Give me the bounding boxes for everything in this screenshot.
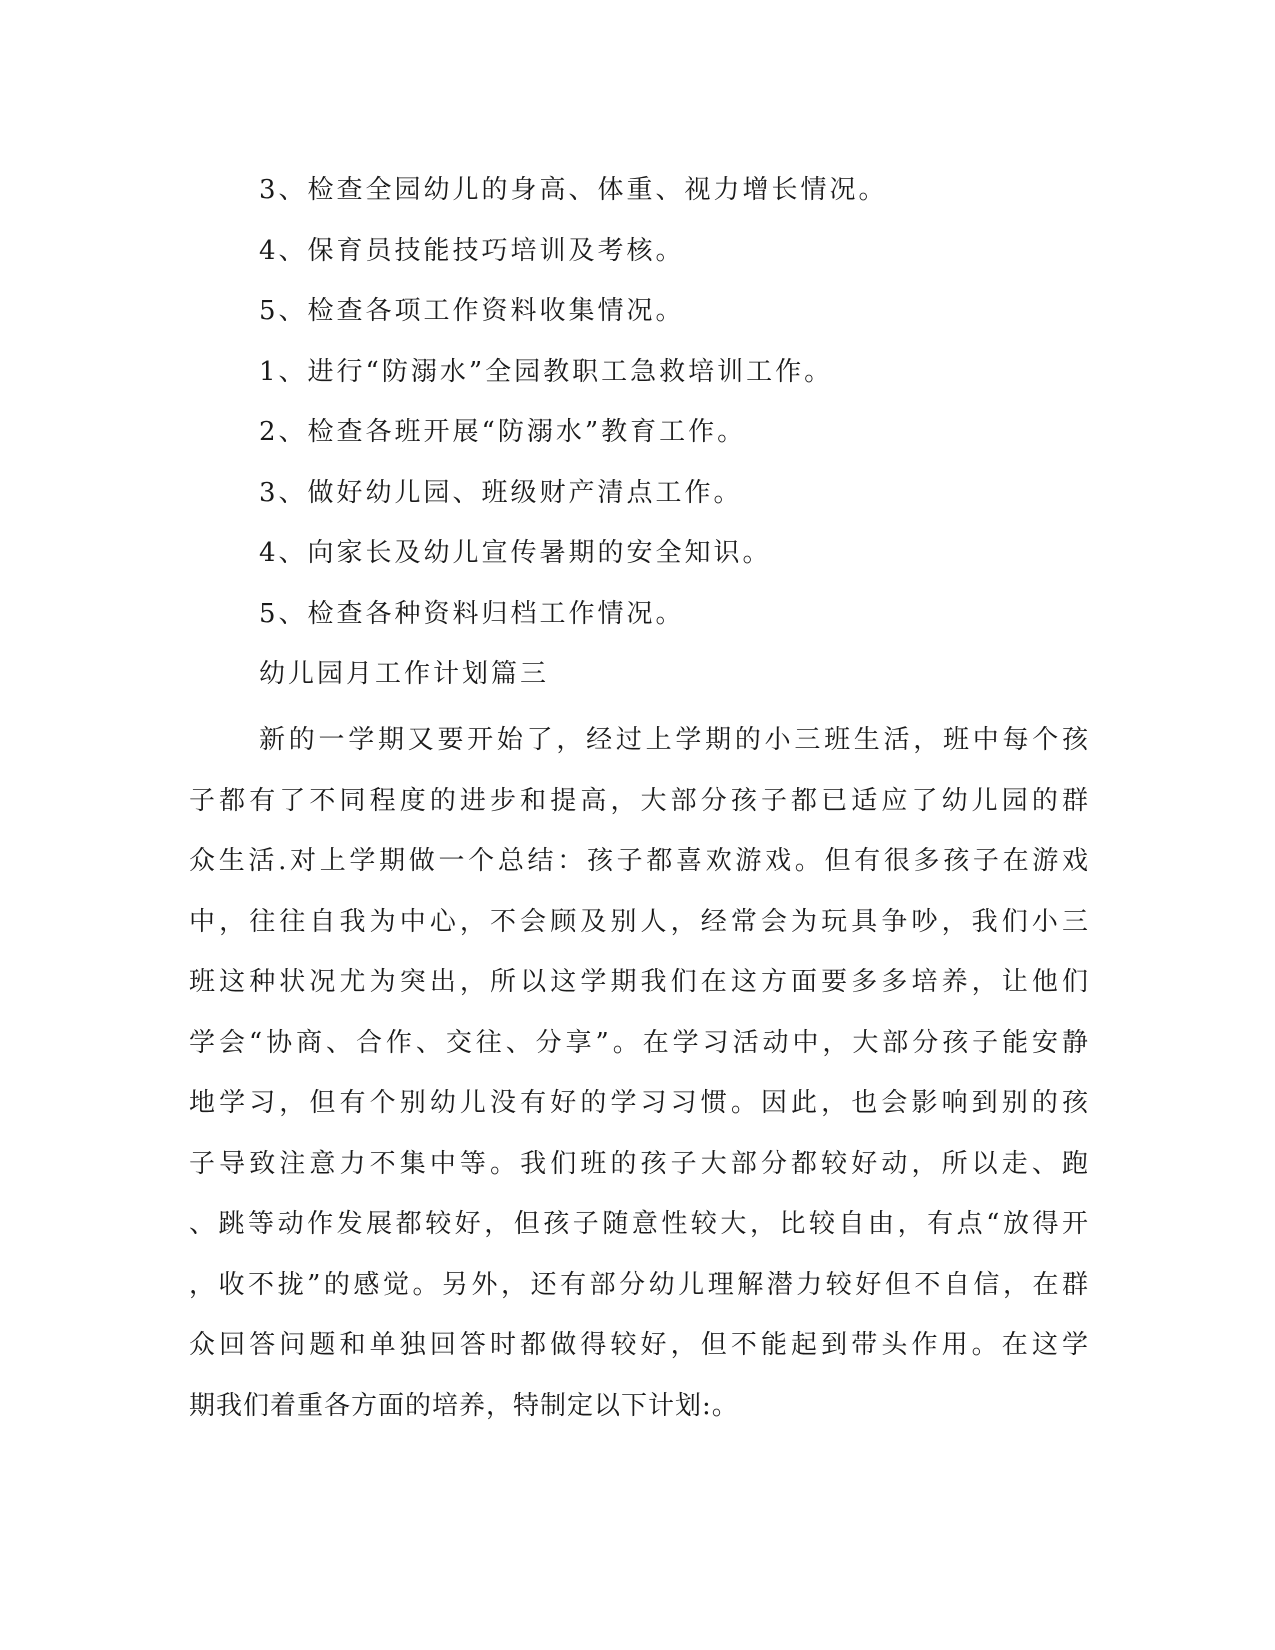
list-item: 3、做好幼儿园、班级财产清点工作。 [259,477,743,508]
paragraph-line: 、跳等动作发展都较好，但孩子随意性较大，比较自由，有点“放得开 [189,1209,1089,1239]
paragraph-line: 中，往往自我为中心，不会顾及别人，经常会为玩具争吵，我们小三 [189,906,1089,937]
paragraph-line: 期我们着重各方面的培养，特制定以下计划:。 [189,1390,739,1421]
paragraph-line: 学会“协商、合作、交往、分享”。在学习活动中，大部分孩子能安静 [189,1027,1089,1058]
list-item: 5、检查各项工作资料收集情况。 [259,296,685,326]
list-item: 2、检查各班开展“防溺水”教育工作。 [259,417,747,447]
paragraph-line: 班这种状况尤为突出，所以这学期我们在这方面要多多培养，让他们 [189,967,1089,997]
list-item: 1、进行“防溺水”全园教职工急救培训工作。 [259,356,834,387]
paragraph-line: 子导致注意力不集中等。我们班的孩子大部分都较好动，所以走、跑 [189,1148,1089,1179]
list-item: 3、检查全园幼儿的身高、体重、视力增长情况。 [259,175,888,205]
paragraph-line: 新的一学期又要开始了，经过上学期的小三班生活，班中每个孩 [259,725,1089,755]
paragraph-line: 子都有了不同程度的进步和提高，大部分孩子都已适应了幼儿园的群 [189,785,1089,816]
body-paragraph [189,710,1089,1436]
task-list [259,160,1079,705]
paragraph-line: 地学习，但有个别幼儿没有好的学习习惯。因此，也会影响到别的孩 [189,1088,1089,1118]
section-heading: 幼儿园月工作计划篇三 [259,659,550,689]
list-item: 4、保育员技能技巧培训及考核。 [259,235,685,266]
list-item: 4、向家长及幼儿宣传暑期的安全知识。 [259,538,772,568]
paragraph-line: 众回答问题和单独回答时都做得较好，但不能起到带头作用。在这学 [189,1330,1089,1360]
list-item: 5、检查各种资料归档工作情况。 [259,598,685,629]
paragraph-line: ，收不拢”的感觉。另外，还有部分幼儿理解潜力较好但不自信，在群 [189,1269,1089,1300]
paragraph-line: 众生活.对上学期做一个总结：孩子都喜欢游戏。但有很多孩子在游戏 [189,846,1089,876]
